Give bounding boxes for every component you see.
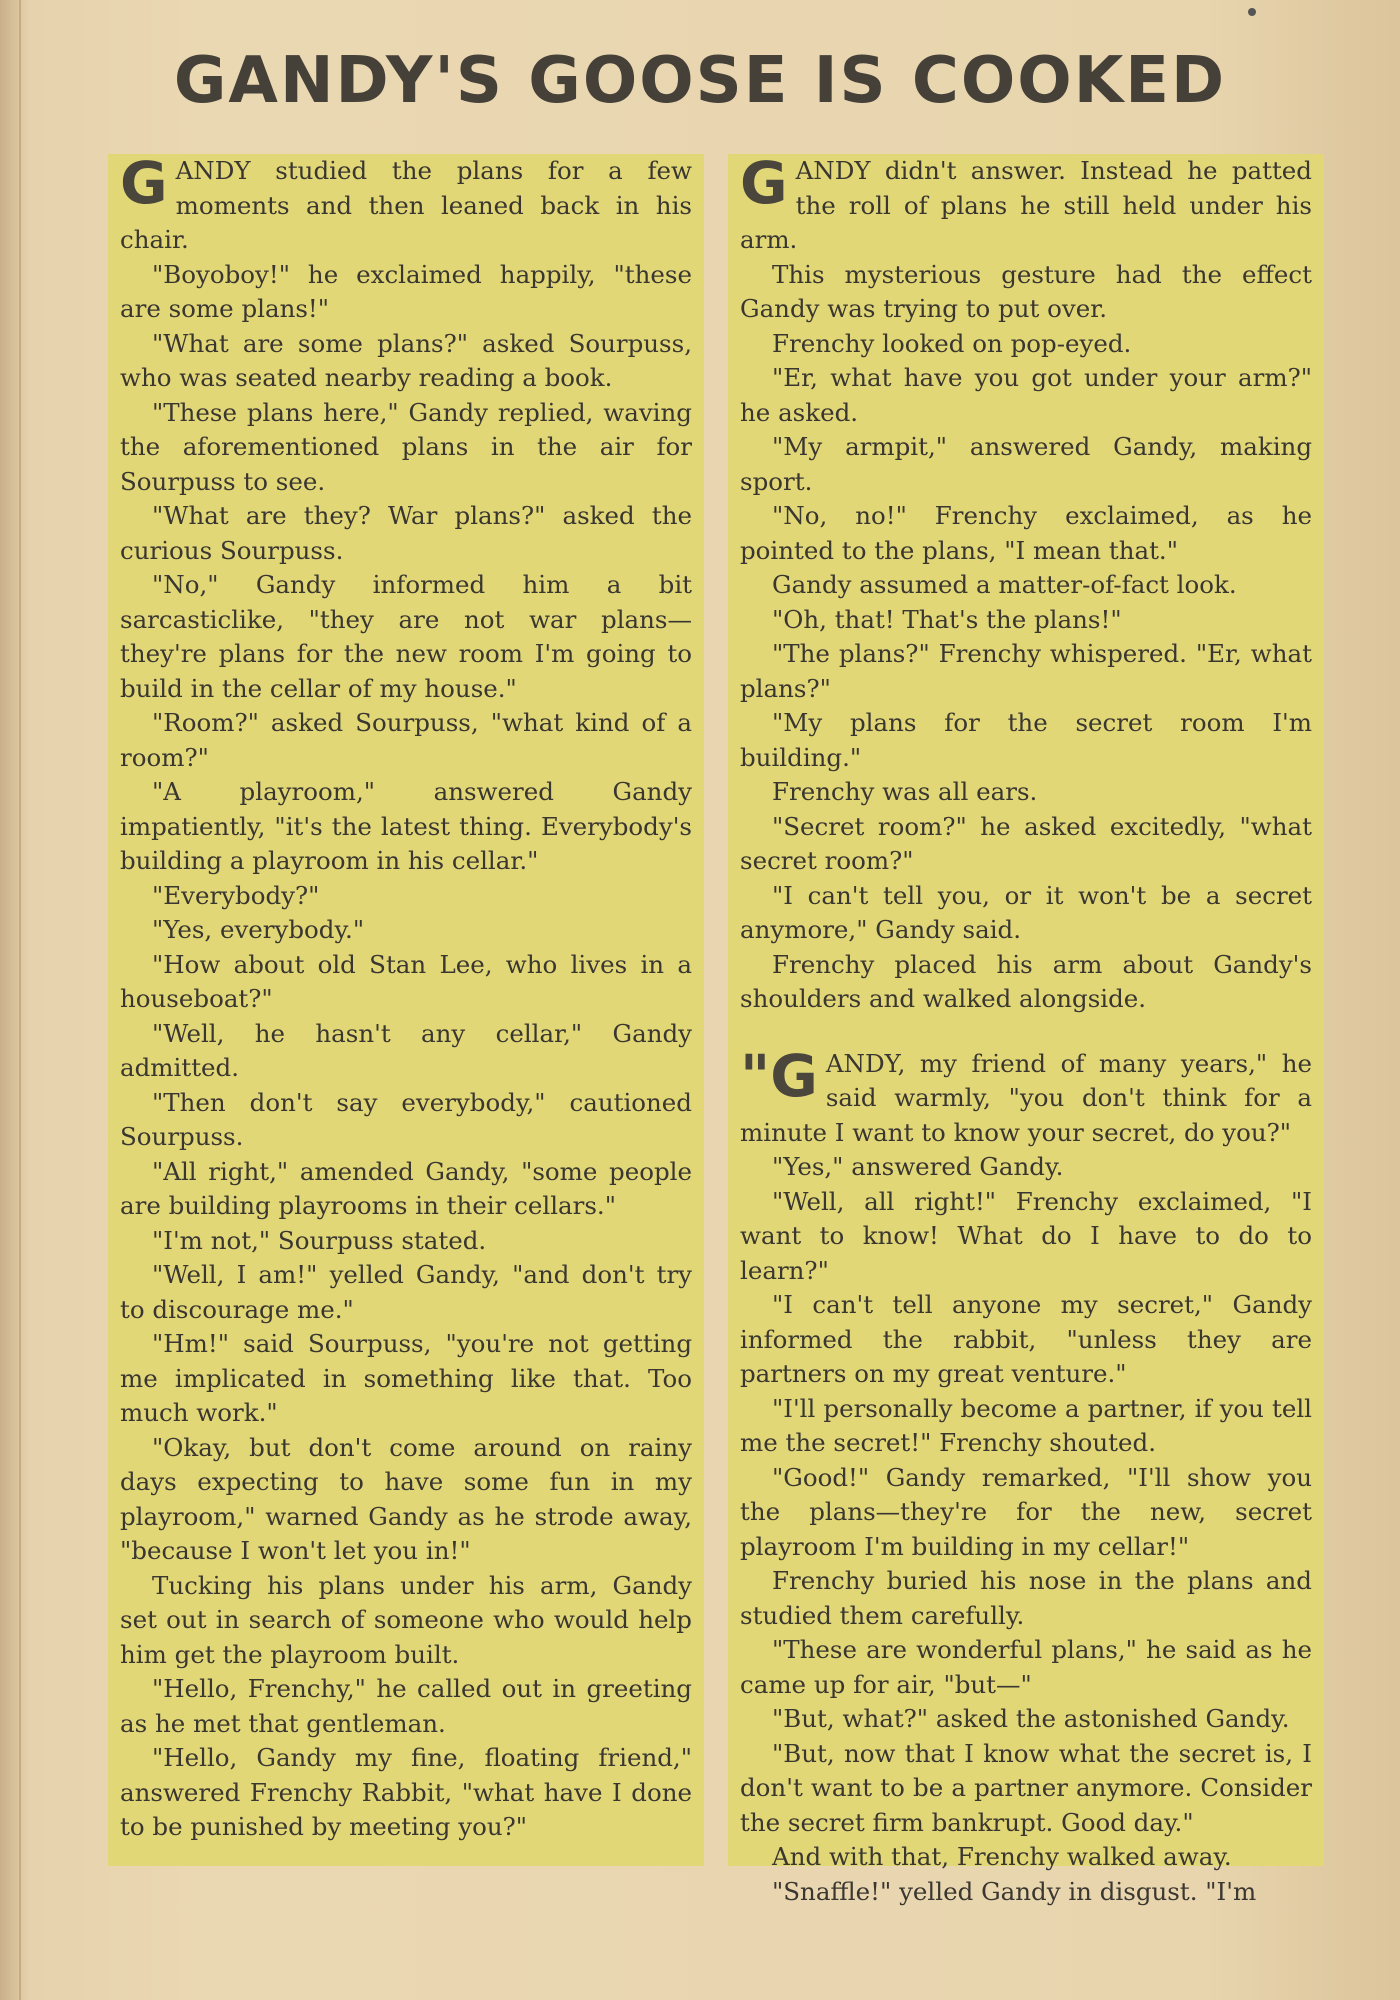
paragraph-text: Frenchy buried his nose in the plans and studied them carefully. (740, 1566, 1312, 1630)
paragraph (120, 913, 692, 948)
paragraph (120, 1327, 692, 1431)
paragraph-text: "Hello, Gandy my fine, floating friend," answered Frenchy Rabbit, "what have I done to be punished by meeting you?" (120, 1743, 692, 1841)
paragraph-text: "A playroom," answered Gandy impatiently, "it's the latest thing. Everybody's building a playroom in his cellar." (120, 777, 692, 875)
paragraph (740, 706, 1312, 775)
paragraph-text: "Then don't say everybody," cautioned Sourpuss. (120, 1087, 692, 1151)
paragraph (740, 430, 1312, 499)
paragraph (740, 1840, 1312, 1875)
paragraph-text: "Well, he hasn't any cellar," Gandy admitted. (120, 1018, 692, 1082)
paragraph-text: "But, now that I know what the secret is, I don't want to be a partner anymore. Consider the secret firm bankrupt. Good day." (740, 1738, 1312, 1837)
paragraph-text: Frenchy was all ears. (772, 777, 1038, 806)
paragraph (120, 1224, 692, 1259)
paragraph (740, 879, 1312, 948)
ink-dot (1248, 8, 1256, 16)
paragraph (740, 810, 1312, 879)
paragraph (740, 499, 1312, 568)
paragraph (120, 1258, 692, 1327)
paragraph (740, 568, 1312, 603)
paragraph-text: "Hello, Frenchy," he called out in greeting as he met that gentleman. (120, 1674, 692, 1738)
drop-cap: "G (740, 1041, 818, 1110)
paragraph (120, 879, 692, 914)
paragraph-text: "No, no!" Frenchy exclaimed, as he pointed to the plans, "I mean that." (740, 501, 1312, 565)
paragraph-text: "Yes," answered Gandy. (772, 1152, 1064, 1181)
section-break (740, 1017, 1312, 1047)
paragraph-text: "How about old Stan Lee, who lives in a houseboat?" (120, 949, 692, 1013)
paragraph (740, 1564, 1312, 1633)
paragraph-text: Frenchy placed his arm about Gandy's shoulders and walked alongside. (740, 949, 1312, 1013)
paragraph (120, 948, 692, 1017)
paragraph (740, 948, 1312, 1017)
paragraph (120, 327, 692, 396)
paragraph (120, 706, 692, 775)
paragraph (120, 1431, 692, 1569)
paragraph (120, 1086, 692, 1155)
paragraph-text: Frenchy looked on pop-eyed. (772, 328, 1132, 358)
paragraph-text: "Everybody?" (152, 880, 320, 910)
paragraph (120, 1155, 692, 1224)
paragraph-text: "Oh, that! That's the plans!" (772, 604, 1122, 634)
paragraph (740, 1185, 1312, 1289)
paragraph (740, 1041, 1312, 1151)
paragraph-text: ANDY, my friend of many years," he said warmly, "you don't think for a minute I want to know your secret, do you?" (740, 1048, 1312, 1147)
paragraph (120, 1017, 692, 1086)
paragraph-text: "Er, what have you got under your arm?" he asked. (740, 363, 1312, 427)
paragraph-text: "These plans here," Gandy replied, waving the aforementioned plans in the air for Sourpuss to see. (120, 397, 692, 496)
paragraph (120, 1672, 692, 1741)
paragraph (740, 1875, 1312, 1910)
paragraph-text: "Yes, everybody." (152, 915, 365, 944)
paragraph (120, 568, 692, 706)
paragraph (740, 258, 1312, 327)
drop-cap: G (740, 149, 788, 217)
paragraph (120, 258, 692, 327)
paragraph-text: "Secret room?" he asked excitedly, "what secret room?" (740, 811, 1312, 875)
paragraph-text: "Hm!" said Sourpuss, "you're not getting me implicated in something like that. Too much work." (120, 1329, 692, 1427)
paragraph-text: "But, what?" asked the astonished Gandy. (772, 1704, 1290, 1733)
paragraph (740, 361, 1312, 430)
paragraph-text: "Snaffle!" yelled Gandy in disgust. "I'm (772, 1876, 1257, 1906)
paragraph (740, 327, 1312, 362)
paragraph (740, 1737, 1312, 1841)
paragraph (740, 1633, 1312, 1702)
paragraph (740, 603, 1312, 638)
paragraph-text: "Well, all right!" Frenchy exclaimed, "I want to know! What do I have to do to learn?" (740, 1186, 1312, 1285)
paragraph-text: "I'll personally become a partner, if you tell me the secret!" Frenchy shouted. (740, 1393, 1312, 1457)
paragraph (740, 775, 1312, 810)
paragraph-text: ANDY didn't answer. Instead he patted the roll of plans he still held under his arm. (740, 156, 1312, 254)
paragraph-text: "I can't tell anyone my secret," Gandy informed the rabbit, "unless they are partners on my great venture." (740, 1290, 1312, 1388)
paragraph (120, 1741, 692, 1845)
paragraph-text: "Boyoboy!" he exclaimed happily, "these are some plans!" (120, 259, 692, 323)
paragraph (740, 1702, 1312, 1737)
paragraph-text: And with that, Frenchy walked away. (772, 1842, 1232, 1871)
paragraph-text: "Room?" asked Sourpuss, "what kind of a room?" (120, 708, 692, 772)
paragraph (740, 1288, 1312, 1392)
paragraph-text: "I can't tell you, or it won't be a secret anymore," Gandy said. (740, 880, 1312, 944)
paragraph-text: Gandy assumed a matter-of-fact look. (772, 570, 1237, 599)
paragraph-text: "These are wonderful plans," he said as he came up for air, "but—" (740, 1635, 1312, 1699)
right-text-column (728, 149, 1324, 1906)
paragraph-text: "My plans for the secret room I'm building." (740, 708, 1312, 772)
paragraph-text: "My armpit," answered Gandy, making sport. (740, 432, 1312, 496)
paragraph (740, 637, 1312, 706)
story-title: GANDY'S GOOSE IS COOKED (173, 44, 1227, 118)
paragraph-text: ANDY studied the plans for a few moments and then leaned back in his chair. (120, 156, 692, 254)
paragraph (120, 149, 692, 258)
paragraph-text: "What are they? War plans?" asked the curious Sourpuss. (120, 501, 692, 565)
paragraph (740, 1150, 1312, 1185)
left-text-column (108, 149, 704, 1866)
paragraph (120, 1569, 692, 1673)
paragraph (740, 149, 1312, 258)
binding-edge (19, 0, 21, 2000)
paragraph-text: "The plans?" Frenchy whispered. "Er, what plans?" (740, 639, 1312, 703)
paragraph-text: "No," Gandy informed him a bit sarcasticlike, "they are not war plans—they're plans for the new room I'm going to build in the cellar of my house." (120, 570, 692, 703)
paragraph-text: Tucking his plans under his arm, Gandy set out in search of someone who would help him get the playroom built. (120, 1570, 692, 1669)
paragraph (120, 775, 692, 879)
paragraph-text: This mysterious gesture had the effect Gandy was trying to put over. (740, 259, 1312, 323)
paragraph-text: "Good!" Gandy remarked, "I'll show you the plans—they're for the new, secret playroom I'm building in my cellar!" (740, 1462, 1312, 1561)
paragraph-text: "What are some plans?" asked Sourpuss, who was seated nearby reading a book. (120, 328, 692, 392)
paragraph-text: "Well, I am!" yelled Gandy, "and don't try to discourage me." (120, 1260, 692, 1324)
paragraph (120, 396, 692, 500)
paragraph (740, 1392, 1312, 1461)
paragraph-text: "Okay, but don't come around on rainy days expecting to have some fun in my playroom," warned Gandy as he strode away, "because I won't let you in!" (120, 1432, 692, 1565)
paragraph (120, 499, 692, 568)
paragraph-text: "All right," amended Gandy, "some people are building playrooms in their cellars." (120, 1156, 692, 1220)
paragraph-text: "I'm not," Sourpuss stated. (152, 1225, 487, 1255)
paragraph (740, 1461, 1312, 1565)
drop-cap: G (120, 149, 168, 217)
